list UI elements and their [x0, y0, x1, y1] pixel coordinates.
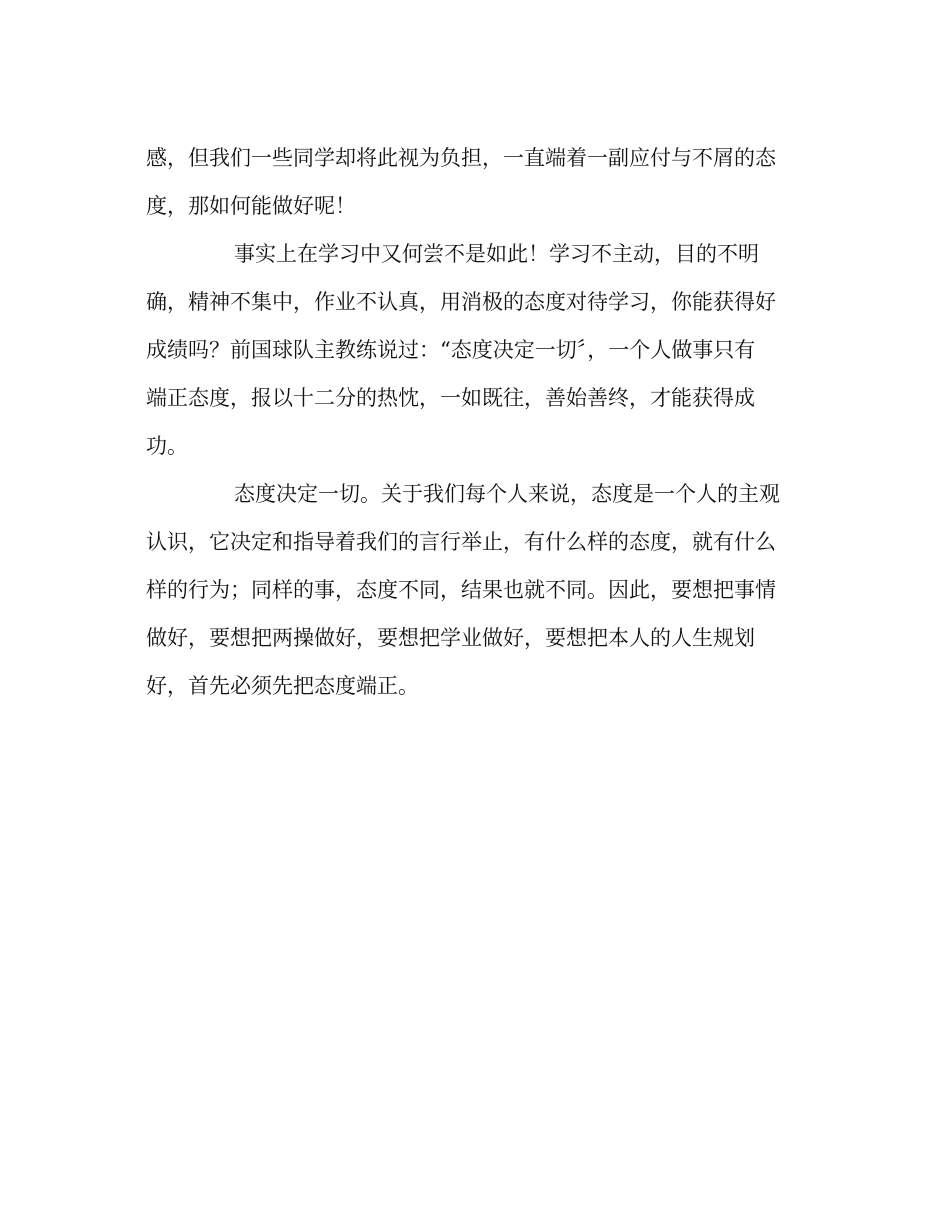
paragraph-3: [146, 470, 806, 710]
document-body: [146, 134, 806, 710]
text-line: 好，首先必须先把态度端正。: [146, 674, 419, 698]
text-line: 认识，它决定和指导着我们的言行举止，有什么样的态度，就有什么: [146, 530, 776, 554]
text-line: 功。: [146, 434, 188, 458]
text-line: 感，但我们一些同学却将此视为负担，一直端着一副应付与不屑的态: [146, 146, 776, 170]
text-line: 样的行为；同样的事，态度不同，结果也就不同。因此，要想把事情: [146, 578, 776, 602]
paragraph-2: [146, 230, 806, 470]
paragraph-1: [146, 134, 806, 230]
text-line: 度，那如何能做好呢！: [146, 194, 356, 218]
text-line: 做好，要想把两操做好，要想把学业做好，要想把本人的人生规划: [146, 626, 755, 650]
text-line: 端正态度，报以十二分的热忱，一如既往，善始善终，才能获得成: [146, 386, 755, 410]
text-line: 事实上在学习中又何尝不是如此！学习不主动，目的不明: [234, 242, 759, 266]
text-line: 成绩吗？前国球队主教练说过：“态度决定一切〞，一个人做事只有: [146, 338, 756, 362]
text-line: 确，精神不集中，作业不认真，用消极的态度对待学习，你能获得好: [146, 290, 776, 314]
text-line: 态度决定一切。关于我们每个人来说，态度是一个人的主观: [234, 482, 780, 506]
